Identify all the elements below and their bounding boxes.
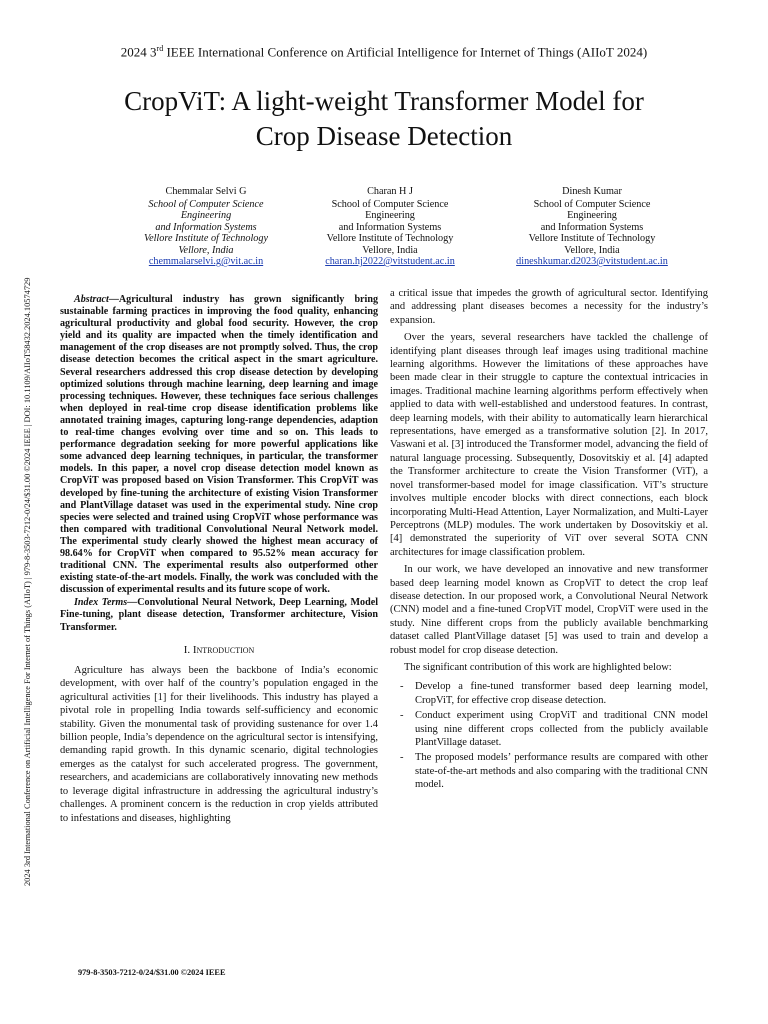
- right-column: [390, 287, 708, 794]
- abstract-label: Abstract: [74, 294, 109, 305]
- side-doi-strip: 2024 3rd International Conference on Artificial Intelligence For Internet of Things (AIIoT) | 979-8-3503-7212-0/24/$31.00 ©2024 IEEE | DOI: 10.1109/AIIoT58432.2024.10574729: [23, 277, 32, 886]
- list-item: [390, 680, 708, 707]
- author-dept: School of Computer Science: [331, 198, 449, 210]
- list-dash: -: [400, 752, 404, 764]
- author-dept-2: Engineering: [567, 210, 617, 221]
- author-dept: School of Computer Science: [533, 198, 651, 210]
- author-block-3: [472, 186, 712, 268]
- left-column: [60, 294, 378, 825]
- paragraph-continuation: a critical issue that impedes the growth of agricultural sector. Identifying and addressing plant diseases becomes a necessity for the industry’s expansion.: [390, 288, 708, 326]
- paragraph-related-work: Over the years, several researchers have tackled the challenge of identifying plant diseases through leaf images using traditional machine learning algorithms. However the limitations of these approaches have been made clear in their struggle to capture the contextual intricacies in images. Traditional machine learning algorithms perform effectively when applied to data with well-established and understood features. In contrast, deep learning models, with their ability to automatically learn hierarchical representations, have emerged as a transformative solution [2]. In 2017, Vaswani et al. [3] introduced the Transformer model, advancing the field of natural language processing. Subsequently, Dosovitskiy et al. [4] adapted the Transformer architecture to create the Vision Transformer (ViT), a novel transformer-based model for image classification. ViT’s structure involves multiple encoder blocks with direct connections, each block incorporating Multi-Head Attention, Layer Normalization, and Multi-Layer Perceptrons (MLP) modules. The work undertaken by Dosovitskiy et al. [4] demonstrated the superiority of ViT over several SOTA CNN architectures for image classification problem.: [390, 332, 708, 558]
- author-institution: Vellore Institute of Technology: [326, 233, 454, 244]
- contribution-list: [390, 680, 708, 791]
- list-item: [390, 751, 708, 791]
- title-line-1: CropViT: A light-weight Transformer Model for: [124, 86, 644, 116]
- section-heading-introduction: [60, 644, 378, 657]
- author-dept-3: and Information Systems: [540, 221, 644, 233]
- paper-title: [40, 84, 728, 154]
- author-email-link[interactable]: charan.hj2022@vitstudent.ac.in: [325, 256, 455, 267]
- paragraph-contributions-intro: The significant contribution of this work are highlighted below:: [404, 661, 672, 673]
- section-number: I.: [183, 643, 193, 656]
- author-email-link[interactable]: dineshkumar.d2023@vitstudent.ac.in: [516, 256, 668, 267]
- conference-name: IEEE International Conference on Artificial Intelligence for Internet of Things (AIIoT 2024): [163, 44, 648, 60]
- section-title: Introduction: [192, 643, 255, 656]
- title-line-2: Crop Disease Detection: [255, 121, 513, 151]
- footer-copyright: 979-8-3503-7212-0/24/$31.00 ©2024 IEEE: [78, 968, 226, 977]
- author-name: Dinesh Kumar: [562, 186, 622, 197]
- author-name: Charan H J: [367, 186, 413, 197]
- list-dash: -: [400, 710, 404, 722]
- author-institution: Vellore Institute of Technology: [528, 233, 656, 244]
- paragraph-our-work: In our work, we have developed an innovative and new transformer based deep learning model known as CropViT to detect the crop leaf disease detection. In our proposed work, a Convolutional Neural Network (CNN) model and a fine-tuned CropViT model, CropViT were used in the study. Nine different crops from the publicly available benchmarking dataset called PlantVillage dataset [5] was used to train and develop a robust model for crop disease detection.: [390, 564, 708, 656]
- author-name: Chemmalar Selvi G: [165, 186, 247, 197]
- author-institution: Vellore Institute of Technology: [143, 233, 269, 244]
- author-city: Vellore, India: [564, 244, 620, 256]
- author-dept-2: Engineering: [180, 210, 232, 221]
- author-city: Vellore, India: [362, 244, 418, 256]
- author-email-link[interactable]: chemmalarselvi.g@vit.ac.in: [148, 256, 264, 267]
- index-terms: [60, 597, 378, 633]
- list-item-text: Conduct experiment using CropViT and traditional CNN model using nine different crops collected from the publicly available PlantVillage dataset.: [415, 710, 708, 748]
- abstract-text: —Agricultural industry has grown significantly bring sustainable farming practices in improving the food quality, enhancing agricultural productivity and global food security. However, the crop yield and its quality are impacted when the timely identification and management of the crop diseases are not promptly solved. Thus, the crop disease detection becomes the critical aspect in the smart agriculture. Several researchers addressed this crop disease detection by developing optimized solutions through machine learning, deep learning and image processing techniques. However, these techniques face serious challenges when deployed in real-time crop disease identification problems like annotated training images, capturing long-range dependencies, adaption to real-time changes evolving over time and so on. This leads to performance degradation seeking for more powerful applications like some advanced deep learning techniques, in particular, the transformer models. In this paper, a novel crop disease detection model known as CropViT was proposed based on Vision Transformer. This CropViT was developed by fine-tuning the architecture of existing Vision Transformer and PlantVillage dataset was used in the experimental study. Nine crop species were selected and trained using CropViT whose performance was then compared with traditional Convolutional Neural Network model. The experimental study clearly showed the highest mean accuracy of 98.64% for CropViT when compared to 95.52% mean accuracy for traditional CNN. The experimental results also outperformed other existing state-of-the-art models. Finally, the work was concluded with the discussion of experimental results and its future scope of work.: [60, 294, 378, 596]
- index-terms-text: —Convolutional Neural Network, Deep Learning, Model Fine-tuning, plant disease detection, Transformer architecture, Vision Transformer.: [60, 597, 378, 633]
- abstract: [60, 294, 378, 596]
- conference-prefix: 2024 3: [120, 44, 157, 60]
- author-dept-2: Engineering: [365, 210, 415, 221]
- list-dash: -: [400, 681, 404, 693]
- list-item: [390, 709, 708, 749]
- author-dept: School of Computer Science: [148, 198, 264, 210]
- conference-ordinal: rd: [156, 44, 164, 53]
- author-dept-3: and Information Systems: [155, 221, 257, 233]
- author-dept-3: and Information Systems: [338, 221, 442, 233]
- intro-paragraph: Agriculture has always been the backbone of India’s economic development, with over half of the country’s population engaged in the agricultural activities [1] for their livelihoods. This industry has played a pivotal role in propelling India towards self-sufficiency and economic stability. Given the monumental task of providing sustenance for over 1.4 billion people, India’s dependence on the agricultural sector is intensifying, demanding rapid growth. In this dynamic scenario, digital technologies emerges as the catalyst for such accelerated progress. The government, researchers, and academicians are collaboratively innovating new methods to leverage digital infrastructure in addressing the agricultural industry’s challenges. A prominent concern is the reduction in crop yields attributed to infestations and diseases, highlighting: [60, 665, 378, 824]
- author-city: Vellore, India: [178, 244, 234, 256]
- conference-header: [0, 44, 768, 60]
- index-terms-label: Index Terms: [74, 597, 128, 609]
- list-item-text: The proposed models’ performance results are compared with other state-of-the-art methods and also comparing with the traditional CNN model.: [415, 752, 708, 791]
- list-item-text: Develop a fine-tuned transformer based deep learning model, CropViT, for effective crop disease detection.: [415, 681, 708, 706]
